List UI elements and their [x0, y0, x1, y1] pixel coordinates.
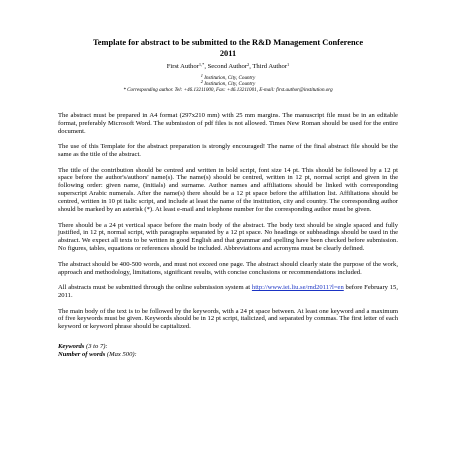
keywords-block	[58, 343, 398, 359]
author-superscript: 1,*	[198, 61, 205, 67]
author-superscript: 2	[247, 61, 250, 67]
affiliation-text: Institution, City, Country	[204, 74, 256, 81]
author-superscript: 1	[287, 61, 290, 67]
author-name: Second Author	[207, 63, 248, 70]
submission-paragraph	[58, 284, 398, 300]
word-count-label: Number of words	[58, 351, 106, 359]
title-line-2: 2011	[219, 48, 237, 58]
author-list: First Author$^{1,*}$, Second Author$^2$, Third Author$^1$	[166, 61, 290, 70]
word-count-hint: (Max 500):	[105, 351, 137, 359]
body-paragraph: The title of the contribution should be centred and written in bold script, font size 14 pt. This should be followed by a 12 pt space before the author's/authors' name(s). The name(s) should be centred, written in 12 pt, normal script and given in the following order: given name, (initials) and surname. Author names and affiliations should be linked with corresponding superscript Arabic numerals. After the name(s) there should be a 12 pt space before the affiliation list. Affiliations should be centred, written in 10 pt italic script, and include at least the name of the institution, city and country. The corresponding author should be marked by an asterisk (*). At least e-mail and telephone number for the corresponding author must be given.	[58, 166, 398, 214]
body-paragraph: The abstract should be 400-500 words, and must not exceed one page. The abstract should clearly state the purpose of the work, approach and methodology, limitations, significant results, with concise conclusions or recommendations included.	[58, 260, 398, 276]
affiliation-superscript: 1	[200, 72, 203, 78]
vertical-space	[58, 93, 398, 112]
word-count-line	[58, 351, 398, 359]
document-title	[58, 38, 398, 59]
affiliation-text: Institution, City, Country	[204, 80, 256, 87]
document-content	[58, 38, 398, 359]
title-line-1: Template for abstract to be submitted to the R&D Management Conference	[92, 38, 364, 47]
keywords-hint: (3 to 7):	[84, 343, 108, 351]
body-paragraph: The use of this Template for the abstract preparation is strongly encouraged! The name of the final abstract file should be the same as the title of the abstract.	[58, 143, 398, 158]
submission-text: All abstracts must be submitted through the online submission system at	[58, 284, 252, 292]
submission-deadline-text: before February 15, 2011.	[58, 284, 398, 300]
author-name: Third Author	[252, 63, 288, 70]
submission-link[interactable]: http://www.iei.liu.se/rnd2011?l=en	[251, 284, 344, 292]
body-paragraph: The abstract must be prepared in A4 format (297x210 mm) with 25 mm margins. The manuscript file must be in an editable format, preferably Microsoft Word. The submission of pdf files is not allowed. Times New Roman should be used for the entire document.	[58, 111, 398, 135]
keywords-line	[58, 343, 398, 351]
body-paragraph: There should be a 24 pt vertical space before the main body of the abstract. The body text should be single spaced and fully justified, in 12 pt, normal script, with paragraphs separated by a 12 pt space. No headings or subheadings should be used in the abstract. We expect all texts to be written in good English and that grammar and spelling have been checked before submission. No figures, tables, equations or references should be included. Abbreviations and acronyms must be clearly defined.	[58, 221, 398, 253]
affiliation-superscript: 2	[200, 78, 203, 84]
corresponding-author-line: * Corresponding author. Tel: +46.13211000, Fax: +46.13211001, E-mail: first.author@institution.org	[123, 86, 333, 93]
keywords-label: Keywords	[58, 343, 85, 351]
keywords-instructions: The main body of the text is to be followed by the keywords, with a 24 pt space between. At least one keyword and a maximum of five keywords must be given. Keywords should be in 12 pt script, italicized, and separated by commas. The first letter of each keyword or keyword phrase should be capitalized.	[58, 307, 398, 331]
author-name: First Author	[166, 63, 199, 70]
